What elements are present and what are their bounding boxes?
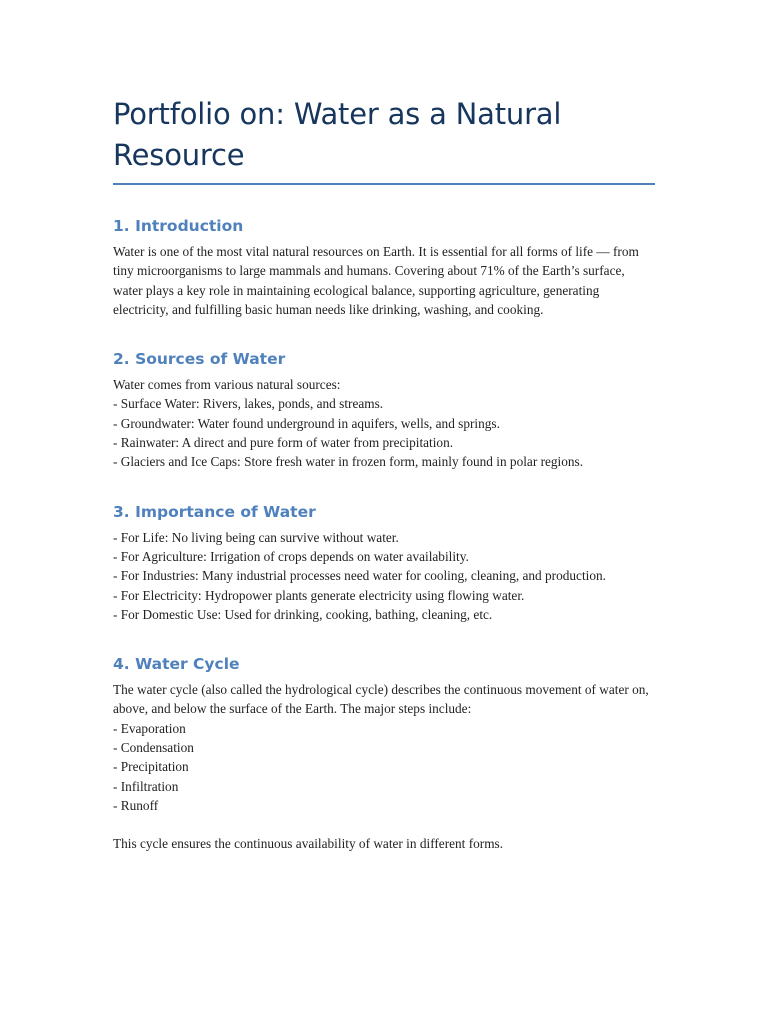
section-intro: Water comes from various natural sources: (113, 377, 341, 393)
paragraph-gap (113, 815, 655, 834)
list-item: - Runoff (113, 797, 159, 813)
list-item: - Evaporation (113, 720, 186, 736)
list-item: - For Life: No living being can survive without water. (113, 529, 399, 545)
section-heading: 2. Sources of Water (113, 350, 286, 369)
list-item: - Infiltration (113, 778, 179, 794)
section-water-cycle (113, 654, 655, 853)
section-sources-of-water (113, 349, 655, 471)
list-item: - For Electricity: Hydropower plants generate electricity using flowing water. (113, 587, 525, 603)
section-paragraph: Water is one of the most vital natural resources on Earth. It is essential for all forms of life — from tiny microorganisms to large mammals and humans. Covering about 71% of the Earth’s surface, water plays a key role in maintaining ecological balance, supporting agriculture, generating electricity, and fulfilling basic human needs like drinking, washing, and cooking. (113, 244, 639, 317)
list-item: - Groundwater: Water found underground in aquifers, wells, and springs. (113, 415, 500, 431)
list-item: - Surface Water: Rivers, lakes, ponds, and streams. (113, 396, 384, 412)
list-item: - For Agriculture: Irrigation of crops depends on water availability. (113, 548, 469, 564)
section-importance-of-water (113, 502, 655, 624)
section-intro: The water cycle (also called the hydrological cycle) describes the continuous movement of water on, above, and below the surface of the Earth. The major steps include: (113, 682, 649, 717)
list-item: - Rainwater: A direct and pure form of water from precipitation. (113, 435, 454, 451)
section-closing: This cycle ensures the continuous availability of water in different forms. (113, 836, 504, 852)
list-item: - For Domestic Use: Used for drinking, cooking, bathing, cleaning, etc. (113, 606, 493, 622)
section-heading: 3. Importance of Water (113, 502, 316, 521)
list-item: - Glaciers and Ice Caps: Store fresh water in frozen form, mainly found in polar regions. (113, 454, 584, 470)
section-heading: 4. Water Cycle (113, 655, 240, 674)
section-heading: 1. Introduction (113, 217, 244, 235)
document-page (113, 94, 655, 854)
section-introduction (113, 216, 655, 319)
list-item: - Condensation (113, 740, 194, 756)
title-underline (113, 183, 655, 185)
document-title: Portfolio on: Water as a Natural Resource (113, 97, 562, 172)
list-item: - Precipitation (113, 759, 189, 775)
list-item: - For Industries: Many industrial processes need water for cooling, cleaning, and production. (113, 568, 606, 584)
